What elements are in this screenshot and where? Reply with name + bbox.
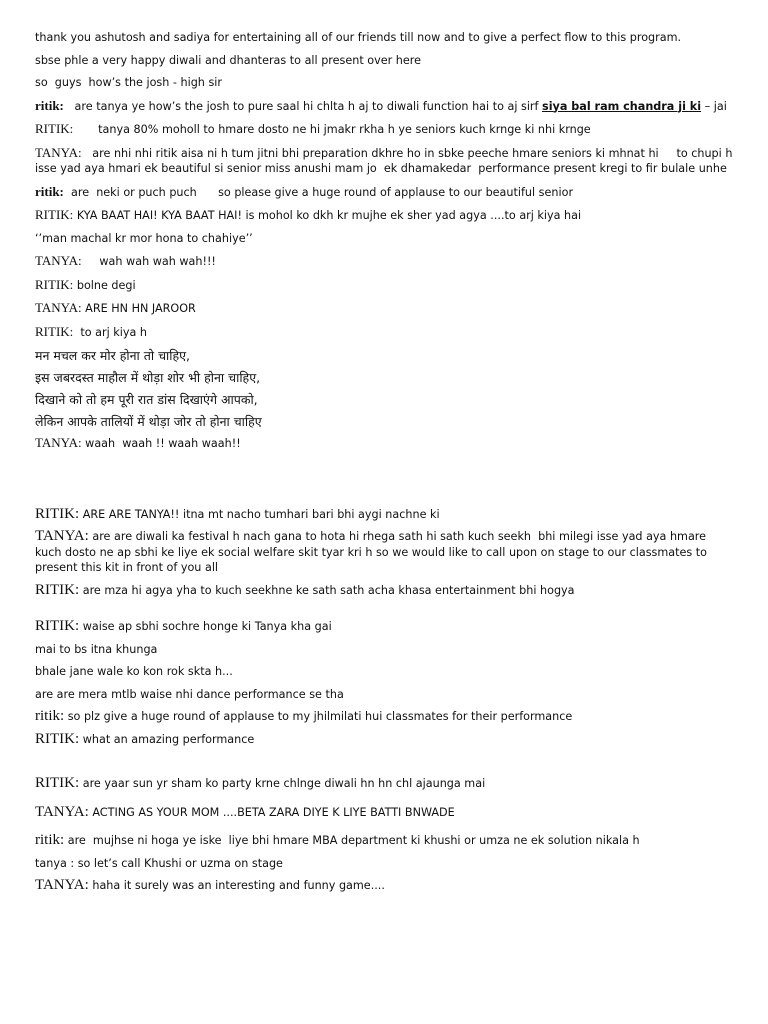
script-line: [35, 642, 735, 658]
script-line: [35, 121, 735, 138]
line-text: ARE ARE TANYA!! itna mt nacho tumhari bari bhi aygi nachne ki: [79, 507, 440, 521]
underlined-text: siya bal ram chandra ji ki: [542, 99, 702, 113]
script-line: [35, 664, 735, 680]
script-line: [35, 878, 735, 894]
line-text: so guys how’s the josh - high sir: [35, 76, 222, 89]
script-line: [35, 856, 735, 872]
script-line: [35, 833, 735, 849]
speaker-label: RITIK:: [35, 505, 80, 522]
line-text: दिखाने को तो हम पूरी रात डांस दिखाएंगे आपको,: [35, 392, 258, 407]
line-text: are are mera mtlb waise nhi dance performance se tha: [35, 687, 344, 701]
script-line: [35, 687, 735, 703]
script-line: [35, 583, 735, 599]
line-text: what an amazing performance: [79, 732, 255, 746]
line-text: ACTING AS YOUR MOM ....BETA ZARA DIYE K LIYE BATTI BNWADE: [88, 805, 455, 819]
speaker-label: ritik:: [35, 832, 65, 848]
paragraph-gap: [35, 459, 735, 507]
line-text: tanya 80% moholl to hmare dosto ne hi jmakr rkha h ye seniors kuch krnge ki nhi krnge: [73, 123, 591, 136]
line-text: ‘’man machal kr mor hona to chahiye’’: [35, 231, 253, 245]
script-line: [35, 145, 735, 177]
script-line: [35, 805, 735, 821]
script-line: [35, 709, 735, 725]
speaker-label: ritik:: [35, 97, 64, 113]
speaker-label: RITIK:: [35, 775, 80, 791]
line-text: tanya : so let’s call Khushi or uzma on stage: [35, 856, 283, 870]
paragraph-gap: [35, 754, 735, 776]
script-line: [35, 529, 735, 576]
speaker-label: TANYA:: [35, 877, 89, 893]
script-line: [35, 369, 735, 387]
speaker-label: RITIK:: [35, 730, 80, 747]
line-text: are mza hi agya yha to kuch seekhne ke sath sath acha khasa entertainment bhi hogya: [79, 583, 575, 597]
line-text: haha it surely was an interesting and funny game....: [88, 879, 385, 892]
script-line: [35, 253, 735, 270]
speaker-label: RITIK:: [35, 276, 74, 292]
line-text: waah waah !! waah waah!!: [81, 437, 241, 450]
script-line: [35, 776, 735, 792]
script-line: [35, 277, 735, 294]
script-line: [35, 53, 735, 69]
line-text: ARE HN HN JAROOR: [81, 302, 196, 315]
script-line: [35, 30, 735, 46]
speaker-label: RITIK:: [35, 121, 74, 136]
script-line: [35, 619, 735, 635]
line-text: waise ap sbhi sochre honge ki Tanya kha gai: [79, 620, 332, 633]
script-line: [35, 324, 735, 341]
line-text: are are diwali ka festival h nach gana to hota hi rhega sath hi sath kuch seekh bhi milegi isse yad aya hmare kuch dosto ne ap sbhi ke liye ek social welfare skit tyar kri h so we would like to call upon on stage to our classmates to present this kit in front of you all: [35, 530, 711, 574]
line-text: wah wah wah wah!!!: [81, 255, 216, 268]
speaker-label: RITIK:: [35, 618, 80, 634]
speaker-label: ritik:: [35, 183, 64, 199]
script-line: [35, 391, 735, 409]
script-line: [35, 347, 735, 365]
script-line: [35, 300, 735, 317]
speaker-label: TANYA:: [35, 435, 82, 450]
line-text: mai to bs itna khunga: [35, 642, 158, 656]
line-tail: – jai: [701, 99, 727, 113]
speaker-label: TANYA:: [35, 528, 89, 544]
speaker-label: TANYA:: [35, 300, 82, 315]
line-text: to arj kiya h: [73, 325, 148, 339]
line-text: so plz give a huge round of applause to my jhilmilati hui classmates for their performance: [64, 710, 573, 723]
speaker-label: TANYA:: [35, 144, 82, 160]
document-page: [35, 30, 735, 901]
speaker-label: RITIK:: [35, 581, 80, 598]
script-line: [35, 184, 735, 201]
line-text: bolne degi: [73, 278, 136, 292]
line-text: मन मचल कर मोर होना तो चाहिए,: [35, 348, 191, 363]
paragraph-gap: [35, 605, 735, 619]
line-text: sbse phle a very happy diwali and dhanteras to all present over here: [35, 53, 422, 67]
script-line: [35, 732, 735, 748]
script-line: [35, 207, 735, 224]
line-text: लेकिन आपके तालियों में थोड़ा जोर तो होना चाहिए: [35, 414, 262, 429]
speaker-label: TANYA:: [35, 253, 82, 268]
script-line: [35, 435, 735, 452]
speaker-label: TANYA:: [35, 803, 89, 820]
speaker-label: RITIK:: [35, 323, 74, 339]
script-line: [35, 98, 735, 115]
speaker-label: RITIK:: [35, 207, 74, 222]
line-text: इस जबरदस्त माहौल में थोड़ा शोर भी होना चाहिए,: [35, 370, 261, 385]
line-text: are tanya ye how’s the josh to pure saal hi chlta h aj to diwali function hai to aj sirf: [63, 99, 543, 113]
line-text: bhale jane wale ko kon rok skta h...: [35, 665, 233, 678]
line-text: KYA BAAT HAI! KYA BAAT HAI! is mohol ko dkh kr mujhe ek sher yad agya ....to arj kiya hai: [73, 209, 582, 222]
speaker-label: ritik:: [35, 708, 65, 724]
script-line: [35, 413, 735, 431]
script-line: [35, 507, 735, 523]
line-text: are mujhse ni hoga ye iske liye bhi hmare MBA department ki khushi or umza ne ek solution nikala h: [64, 834, 640, 847]
line-text: are yaar sun yr sham ko party krne chlnge diwali hn hn chl ajaunga mai: [79, 777, 486, 790]
script-line: [35, 231, 735, 247]
line-text: thank you ashutosh and sadiya for entertaining all of our friends till now and to give a perfect flow to this program.: [35, 31, 682, 44]
script-line: [35, 75, 735, 91]
line-text: are neki or puch puch so please give a huge round of applause to our beautiful senior: [63, 185, 574, 199]
line-text: are nhi nhi ritik aisa ni h tum jitni bhi preparation dkhre ho in sbke peeche hmare seniors ki mhnat hi to chupi h isse yad aya hmari ek beautiful si senior miss anushi mam jo ek dhamakedar performance present kregi to fir bulale unhe: [35, 146, 736, 175]
